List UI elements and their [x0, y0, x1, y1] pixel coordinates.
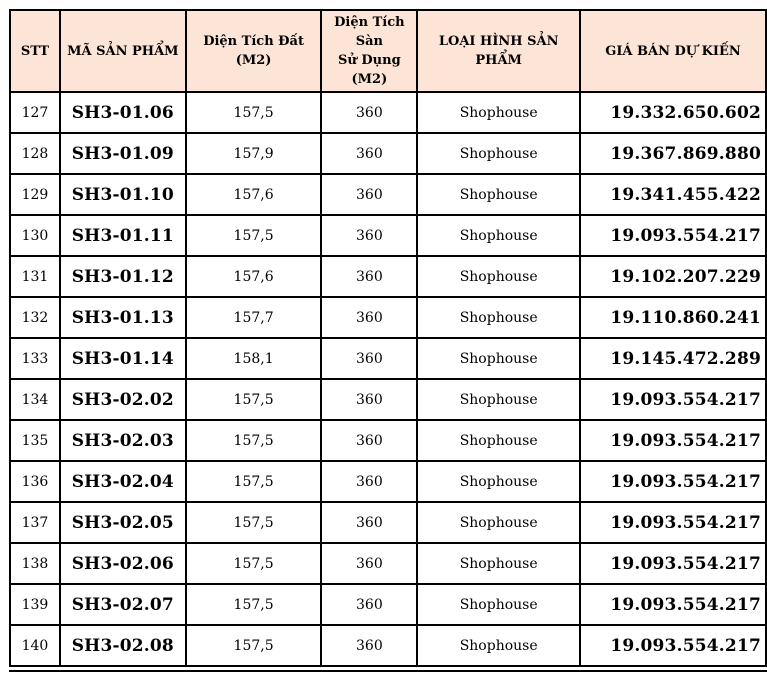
cell-floor-area: 360 — [321, 215, 417, 256]
cell-land-area: 157,5 — [186, 92, 322, 133]
cell-land-area: 157,6 — [186, 256, 322, 297]
cell-floor-area: 360 — [321, 133, 417, 174]
cell-price: 19.110.860.241 — [580, 297, 766, 338]
cell-product-code: SH3-01.11 — [60, 215, 186, 256]
cell-stt: 140 — [10, 625, 60, 666]
cell-price: 19.332.650.602 — [580, 92, 766, 133]
cell-land-area: 157,5 — [186, 543, 322, 584]
table-row — [10, 502, 766, 543]
cell-floor-area: 360 — [321, 502, 417, 543]
cell-land-area: 157,9 — [186, 133, 322, 174]
table-row — [10, 338, 766, 379]
cell-stt: 136 — [10, 461, 60, 502]
header-row — [10, 10, 766, 92]
cell-land-area: 157,5 — [186, 379, 322, 420]
cell-price: 19.093.554.217 — [580, 502, 766, 543]
cell-product-type: Shophouse — [417, 338, 580, 379]
header-floor-area-line2: Sử Dụng (M2) — [338, 53, 401, 87]
cell-product-type: Shophouse — [417, 215, 580, 256]
cell-land-area: 157,5 — [186, 502, 322, 543]
header-type: LOẠI HÌNH SẢN PHẨM — [417, 10, 580, 92]
cell-floor-area: 360 — [321, 379, 417, 420]
cell-product-type: Shophouse — [417, 174, 580, 215]
cell-land-area: 158,1 — [186, 338, 322, 379]
cell-floor-area: 360 — [321, 461, 417, 502]
cell-product-code: SH3-02.02 — [60, 379, 186, 420]
table-row — [10, 420, 766, 461]
table-row — [10, 625, 766, 666]
cell-product-code: SH3-01.12 — [60, 256, 186, 297]
price-table — [9, 9, 767, 667]
cell-price: 19.367.869.880 — [580, 133, 766, 174]
cell-stt: 137 — [10, 502, 60, 543]
cell-land-area: 157,5 — [186, 625, 322, 666]
cell-product-type: Shophouse — [417, 297, 580, 338]
cell-floor-area: 360 — [321, 256, 417, 297]
cell-product-type: Shophouse — [417, 584, 580, 625]
table-row — [10, 461, 766, 502]
cell-price: 19.093.554.217 — [580, 584, 766, 625]
cell-product-type: Shophouse — [417, 133, 580, 174]
header-land-area: Diện Tích Đất (M2) — [186, 10, 322, 92]
table-row — [10, 379, 766, 420]
cell-product-code: SH3-02.05 — [60, 502, 186, 543]
cell-product-type: Shophouse — [417, 92, 580, 133]
cell-product-code: SH3-01.10 — [60, 174, 186, 215]
cell-price: 19.093.554.217 — [580, 420, 766, 461]
cell-floor-area: 360 — [321, 338, 417, 379]
cell-price: 19.145.472.289 — [580, 338, 766, 379]
header-code: MÃ SẢN PHẨM — [60, 10, 186, 92]
cell-stt: 138 — [10, 543, 60, 584]
cell-product-code: SH3-02.06 — [60, 543, 186, 584]
cell-product-type: Shophouse — [417, 461, 580, 502]
cell-product-code: SH3-01.13 — [60, 297, 186, 338]
cell-price: 19.093.554.217 — [580, 543, 766, 584]
cell-land-area: 157,7 — [186, 297, 322, 338]
cell-stt: 129 — [10, 174, 60, 215]
cell-stt: 139 — [10, 584, 60, 625]
cell-product-type: Shophouse — [417, 420, 580, 461]
cell-land-area: 157,5 — [186, 215, 322, 256]
cell-floor-area: 360 — [321, 297, 417, 338]
cell-stt: 128 — [10, 133, 60, 174]
cell-land-area: 157,6 — [186, 174, 322, 215]
cell-price: 19.102.207.229 — [580, 256, 766, 297]
cell-product-type: Shophouse — [417, 543, 580, 584]
header-stt: STT — [10, 10, 60, 92]
table-row — [10, 297, 766, 338]
cell-product-type: Shophouse — [417, 379, 580, 420]
cell-price: 19.093.554.217 — [580, 379, 766, 420]
cell-stt: 132 — [10, 297, 60, 338]
cell-stt: 134 — [10, 379, 60, 420]
header-price: GIÁ BÁN DỰ KIẾN — [580, 10, 766, 92]
cell-product-code: SH3-01.06 — [60, 92, 186, 133]
table-row — [10, 256, 766, 297]
header-floor-area-line1: Diện Tích Sàn — [334, 15, 405, 49]
cell-product-code: SH3-02.03 — [60, 420, 186, 461]
cell-product-code: SH3-02.08 — [60, 625, 186, 666]
table-row — [10, 174, 766, 215]
cell-stt: 133 — [10, 338, 60, 379]
table-row — [10, 584, 766, 625]
cell-product-type: Shophouse — [417, 502, 580, 543]
cell-floor-area: 360 — [321, 420, 417, 461]
cell-floor-area: 360 — [321, 625, 417, 666]
cell-floor-area: 360 — [321, 174, 417, 215]
cell-stt: 130 — [10, 215, 60, 256]
cell-product-code: SH3-01.14 — [60, 338, 186, 379]
cell-stt: 127 — [10, 92, 60, 133]
cell-floor-area: 360 — [321, 584, 417, 625]
cell-stt: 135 — [10, 420, 60, 461]
cell-stt: 131 — [10, 256, 60, 297]
cell-land-area: 157,5 — [186, 420, 322, 461]
cell-price: 19.341.455.422 — [580, 174, 766, 215]
table-row — [10, 215, 766, 256]
table-row — [10, 543, 766, 584]
cell-price: 19.093.554.217 — [580, 461, 766, 502]
cell-product-type: Shophouse — [417, 625, 580, 666]
cell-price: 19.093.554.217 — [580, 625, 766, 666]
cell-product-type: Shophouse — [417, 256, 580, 297]
cell-floor-area: 360 — [321, 543, 417, 584]
cell-land-area: 157,5 — [186, 584, 322, 625]
cell-product-code: SH3-02.04 — [60, 461, 186, 502]
cell-price: 19.093.554.217 — [580, 215, 766, 256]
cell-product-code: SH3-02.07 — [60, 584, 186, 625]
header-floor-area — [321, 10, 417, 92]
table-row — [10, 133, 766, 174]
cell-land-area: 157,5 — [186, 461, 322, 502]
table-row — [10, 92, 766, 133]
cell-floor-area: 360 — [321, 92, 417, 133]
cell-product-code: SH3-01.09 — [60, 133, 186, 174]
